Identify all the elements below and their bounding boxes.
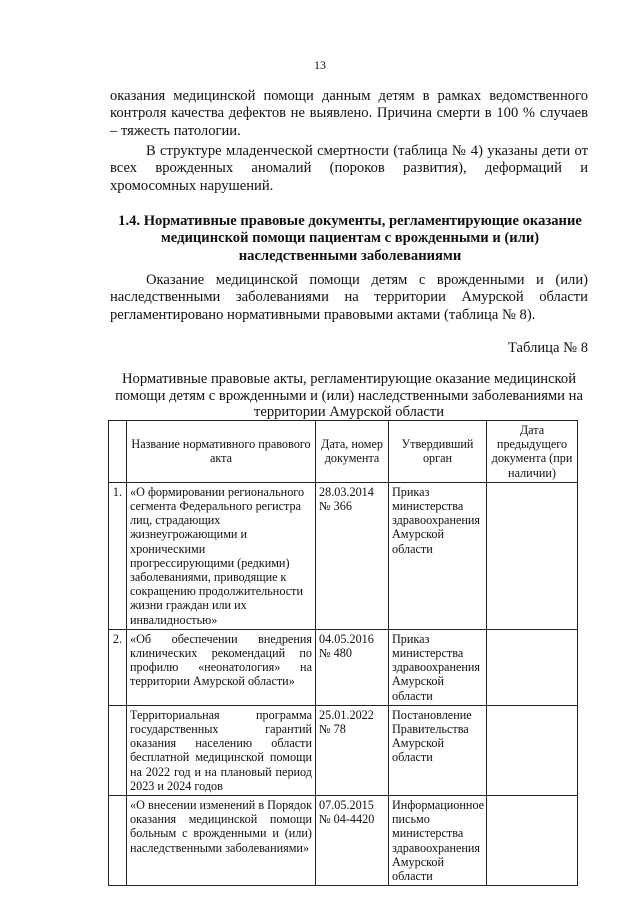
row-name: «О формировании регионального сегмента Федерального регистра лиц, страдающих жизнеугрожающими и хроническими прогрессирующими (редкими) заболеваниями, приводящие к сокращению продолжительности жизни граждан или их инвалидностью» bbox=[127, 482, 316, 629]
row-org: Приказ министерства здравоохранения Амурской области bbox=[389, 482, 487, 629]
header-prev: Дата предыдущего документа (при наличии) bbox=[487, 421, 578, 483]
row-date: 07.05.2015 № 04-4420 bbox=[316, 796, 389, 886]
row-date: 04.05.2016 № 480 bbox=[316, 629, 389, 705]
row-prev bbox=[487, 796, 578, 886]
row-name: Территориальная программа государственных гарантий оказания населению области бесплатной медицинской помощи на 2022 год и на плановый период 2023 и 2024 годов bbox=[127, 705, 316, 795]
row-prev bbox=[487, 705, 578, 795]
paragraph-regulation: Оказание медицинской помощи детям с врожденными и (или) наследственными заболеваниями на территории Амурской области регламентировано нормативными правовыми актами (таблица № 8). bbox=[110, 272, 588, 323]
paragraph-intro: оказания медицинской помощи данным детям в рамках ведомственного контроля качества дефектов не выявлено. Причина смерти в 100 % случаев – тяжесть патологии. bbox=[110, 88, 588, 139]
row-org: Информационное письмо министерства здравоохранения Амурской области bbox=[389, 796, 487, 886]
page-number: 13 bbox=[314, 58, 326, 72]
header-name: Название нормативного правового акта bbox=[127, 421, 316, 483]
table-header-row bbox=[109, 421, 578, 483]
paragraph-mortality: В структуре младенческой смертности (таблица № 4) указаны дети от всех врожденных аномалий (пороков развития), деформаций и хромосомных нарушений. bbox=[110, 143, 588, 194]
row-num bbox=[109, 705, 127, 795]
row-prev bbox=[487, 482, 578, 629]
row-name: «Об обеспечении внедрения клинических рекомендаций по профилю «неонатология» на территории Амурской области» bbox=[127, 629, 316, 705]
table-row bbox=[109, 482, 578, 629]
section-heading: 1.4. Нормативные правовые документы, регламентирующие оказание медицинской помощи пациентам с врожденными и (или) наследственными заболеваниями bbox=[118, 213, 582, 264]
row-date: 25.01.2022 № 78 bbox=[316, 705, 389, 795]
row-date: 28.03.2014 № 366 bbox=[316, 482, 389, 629]
row-org: Постановление Правительства Амурской области bbox=[389, 705, 487, 795]
row-org: Приказ министерства здравоохранения Амурской области bbox=[389, 629, 487, 705]
table-row bbox=[109, 705, 578, 795]
row-num: 1. bbox=[109, 482, 127, 629]
row-num bbox=[109, 796, 127, 886]
header-org: Утвердивший орган bbox=[389, 421, 487, 483]
header-date: Дата, номер документа bbox=[316, 421, 389, 483]
row-num: 2. bbox=[109, 629, 127, 705]
table-label: Таблица № 8 bbox=[508, 340, 588, 356]
table-row bbox=[109, 629, 578, 705]
row-name: «О внесении изменений в Порядок оказания медицинской помощи больным с врожденными и (или) наследственными заболеваниями» bbox=[127, 796, 316, 886]
header-num bbox=[109, 421, 127, 483]
table-caption: Нормативные правовые акты, регламентирующие оказание медицинской помощи детям с врожденными и (или) наследственными заболеваниями на территории Амурской области bbox=[115, 371, 583, 420]
regulations-table bbox=[108, 420, 578, 886]
row-prev bbox=[487, 629, 578, 705]
table-row bbox=[109, 796, 578, 886]
